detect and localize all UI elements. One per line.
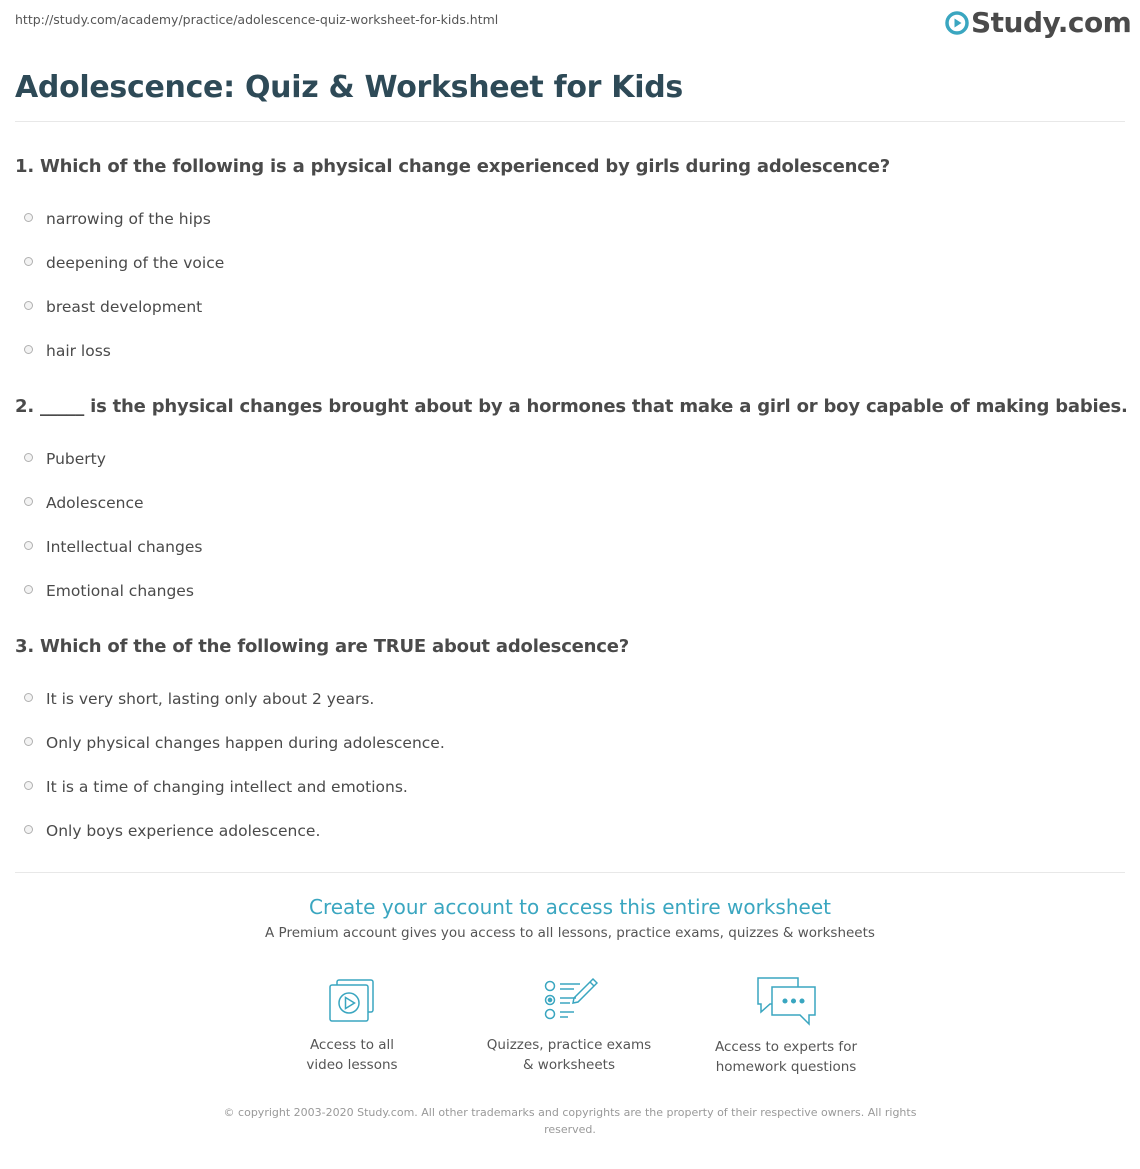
radio-button[interactable] bbox=[24, 497, 33, 506]
answer-label: deepening of the voice bbox=[46, 254, 225, 272]
divider bbox=[15, 121, 1125, 122]
radio-button[interactable] bbox=[24, 301, 33, 310]
radio-button[interactable] bbox=[24, 213, 33, 222]
question-2 bbox=[15, 395, 1128, 600]
radio-button[interactable] bbox=[24, 781, 33, 790]
answer-label: It is a time of changing intellect and emotions. bbox=[46, 778, 408, 796]
copyright-notice: © copyright 2003-2020 Study.com. All other trademarks and copyrights are the property of their respective owners. All rights reserved. bbox=[223, 1106, 917, 1136]
answer-option[interactable] bbox=[15, 569, 202, 613]
video-lesson-icon bbox=[325, 975, 379, 1025]
answer-option[interactable] bbox=[15, 197, 224, 241]
feature-label bbox=[252, 1035, 452, 1075]
radio-button[interactable] bbox=[24, 345, 33, 354]
feature-label-line: Quizzes, practice exams bbox=[486, 1037, 652, 1053]
feature-label bbox=[686, 1037, 886, 1077]
feature-label-line: homework questions bbox=[715, 1059, 857, 1075]
feature-label-line: Access to experts for bbox=[714, 1039, 857, 1055]
answer-option[interactable] bbox=[15, 765, 445, 809]
answer-option[interactable] bbox=[15, 241, 224, 285]
answer-label: breast development bbox=[46, 298, 203, 316]
question-text: 1. Which of the following is a physical change experienced by girls during adolescence? bbox=[15, 156, 890, 177]
play-circle-icon bbox=[945, 11, 969, 35]
answer-option[interactable] bbox=[15, 525, 202, 569]
feature-label-line: video lessons bbox=[306, 1057, 398, 1073]
answer-options bbox=[15, 437, 202, 613]
answer-options bbox=[15, 197, 224, 373]
page-title: Adolescence: Quiz & Worksheet for Kids bbox=[15, 70, 683, 105]
answer-option[interactable] bbox=[15, 437, 202, 481]
create-account-link[interactable]: Create your account to access this entire worksheet bbox=[309, 895, 831, 919]
answer-label: It is very short, lasting only about 2 years. bbox=[46, 690, 375, 708]
answer-label: Only boys experience adolescence. bbox=[46, 822, 321, 840]
feature-label bbox=[469, 1035, 669, 1075]
answer-option[interactable] bbox=[15, 721, 445, 765]
answer-label: Only physical changes happen during adolescence. bbox=[46, 734, 445, 752]
question-text: 3. Which of the of the following are TRUE about adolescence? bbox=[15, 636, 630, 657]
answer-label: Intellectual changes bbox=[46, 538, 203, 556]
answer-option[interactable] bbox=[15, 329, 224, 373]
premium-description: A Premium account gives you access to all lessons, practice exams, quizzes & worksheets bbox=[265, 925, 875, 941]
question-1 bbox=[15, 155, 1125, 360]
feature-experts bbox=[686, 975, 886, 1077]
answer-option[interactable] bbox=[15, 285, 224, 329]
radio-button[interactable] bbox=[24, 541, 33, 550]
radio-button[interactable] bbox=[24, 737, 33, 746]
answer-option[interactable] bbox=[15, 677, 445, 721]
answer-label: Adolescence bbox=[46, 494, 144, 512]
feature-label-line: & worksheets bbox=[522, 1057, 615, 1073]
answer-option[interactable] bbox=[15, 809, 445, 853]
answer-label: Puberty bbox=[46, 450, 106, 468]
divider bbox=[15, 872, 1125, 873]
page-url: http://study.com/academy/practice/adolescence-quiz-worksheet-for-kids.html bbox=[15, 12, 499, 27]
logo-text: Study.com bbox=[971, 6, 1132, 39]
answer-label: Emotional changes bbox=[46, 582, 194, 600]
quiz-checklist-icon bbox=[540, 975, 598, 1025]
question-3 bbox=[15, 635, 1125, 840]
top-bar bbox=[0, 0, 1140, 48]
answer-label: narrowing of the hips bbox=[46, 210, 211, 228]
feature-label-line: Access to all bbox=[309, 1037, 395, 1053]
radio-button[interactable] bbox=[24, 693, 33, 702]
answer-option[interactable] bbox=[15, 481, 202, 525]
feature-quizzes bbox=[469, 975, 669, 1075]
feature-video-lessons bbox=[252, 975, 452, 1075]
radio-button[interactable] bbox=[24, 453, 33, 462]
radio-button[interactable] bbox=[24, 585, 33, 594]
chat-bubbles-icon bbox=[754, 975, 818, 1027]
question-text: 2. _____ is the physical changes brought about by a hormones that make a girl or boy capable of making babies. bbox=[15, 396, 1128, 417]
answer-label: hair loss bbox=[46, 342, 111, 360]
answer-options bbox=[15, 677, 445, 853]
radio-button[interactable] bbox=[24, 825, 33, 834]
radio-button[interactable] bbox=[24, 257, 33, 266]
study-logo[interactable] bbox=[945, 6, 1131, 40]
